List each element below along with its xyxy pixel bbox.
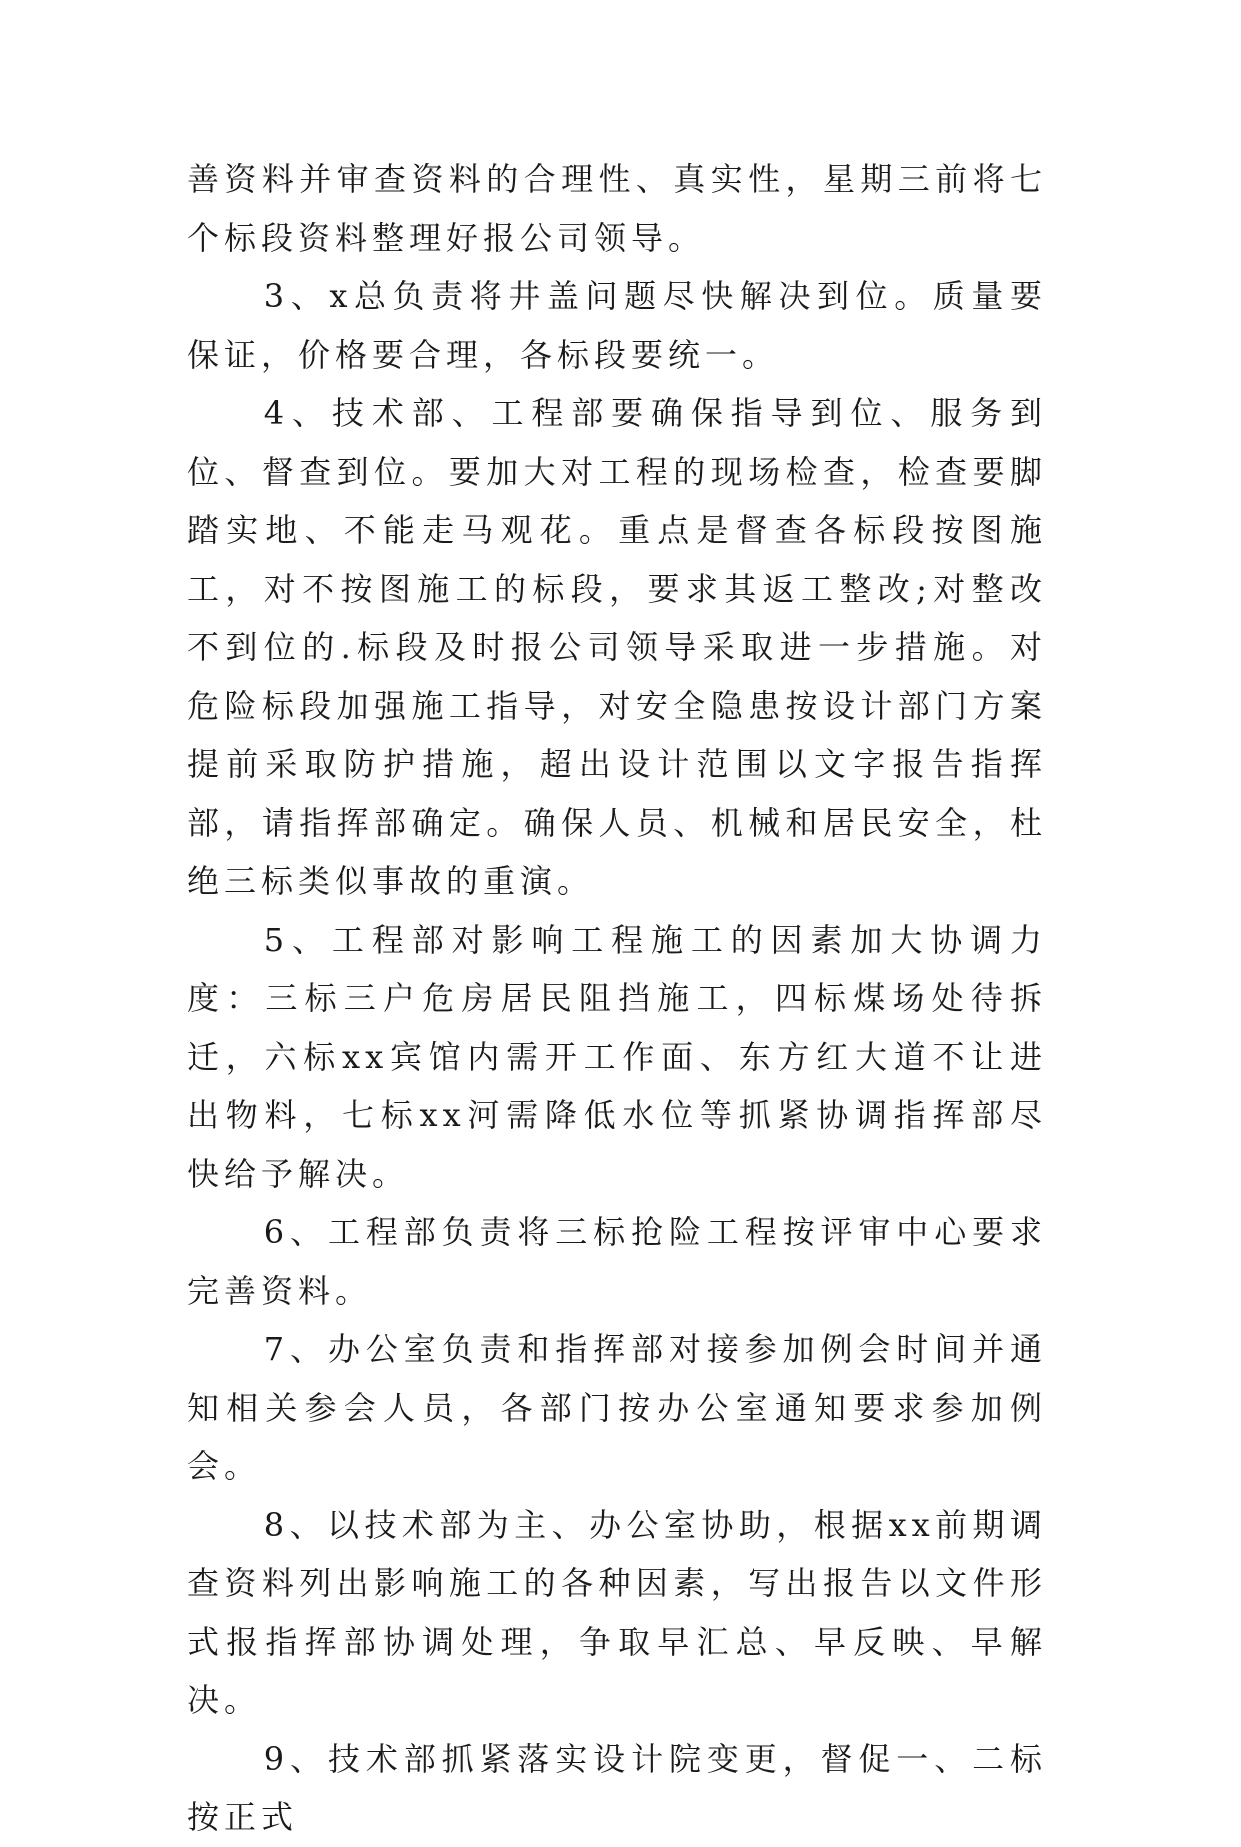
paragraph-item-9: 9、技术部抓紧落实设计院变更，督促一、二标按正式 (187, 1739, 1047, 1836)
paragraph-item-7: 7、办公室负责和指挥部对接参加例会时间并通知相关参会人员，各部门按办公室通知要求参加例会。 (187, 1330, 1047, 1485)
paragraph-item-6: 6、工程部负责将三标抢险工程按评审中心要求完善资料。 (187, 1213, 1047, 1310)
document-body (187, 150, 1047, 1847)
paragraph-item-5: 5、工程部对影响工程施工的因素加大协调力度：三标三户危房居民阻挡施工，四标煤场处待拆迁，六标xx宾馆内需开工作面、东方红大道不让进出物料，七标xx河需降低水位等抓紧协调指挥部尽快给予解决。 (187, 920, 1047, 1193)
paragraph-item-3: 3、x总负责将井盖问题尽快解决到位。质量要保证，价格要合理，各标段要统一。 (187, 277, 1047, 374)
paragraph-item-4: 4、技术部、工程部要确保指导到位、服务到位、督查到位。要加大对工程的现场检查，检查要脚踏实地、不能走马观花。重点是督查各标段按图施工，对不按图施工的标段，要求其返工整改;对整改不到位的.标段及时报公司领导采取进一步措施。对危险标段加强施工指导，对安全隐患按设计部门方案提前采取防护措施，超出设计范围以文字报告指挥部，请指挥部确定。确保人员、机械和居民安全，杜绝三标类似事故的重演。 (187, 394, 1047, 900)
paragraph-continuation: 善资料并审查资料的合理性、真实性，星期三前将七个标段资料整理好报公司领导。 (187, 160, 1047, 257)
paragraph-item-8: 8、以技术部为主、办公室协助，根据xx前期调查资料列出影响施工的各种因素，写出报告以文件形式报指挥部协调处理，争取早汇总、早反映、早解决。 (187, 1505, 1047, 1719)
